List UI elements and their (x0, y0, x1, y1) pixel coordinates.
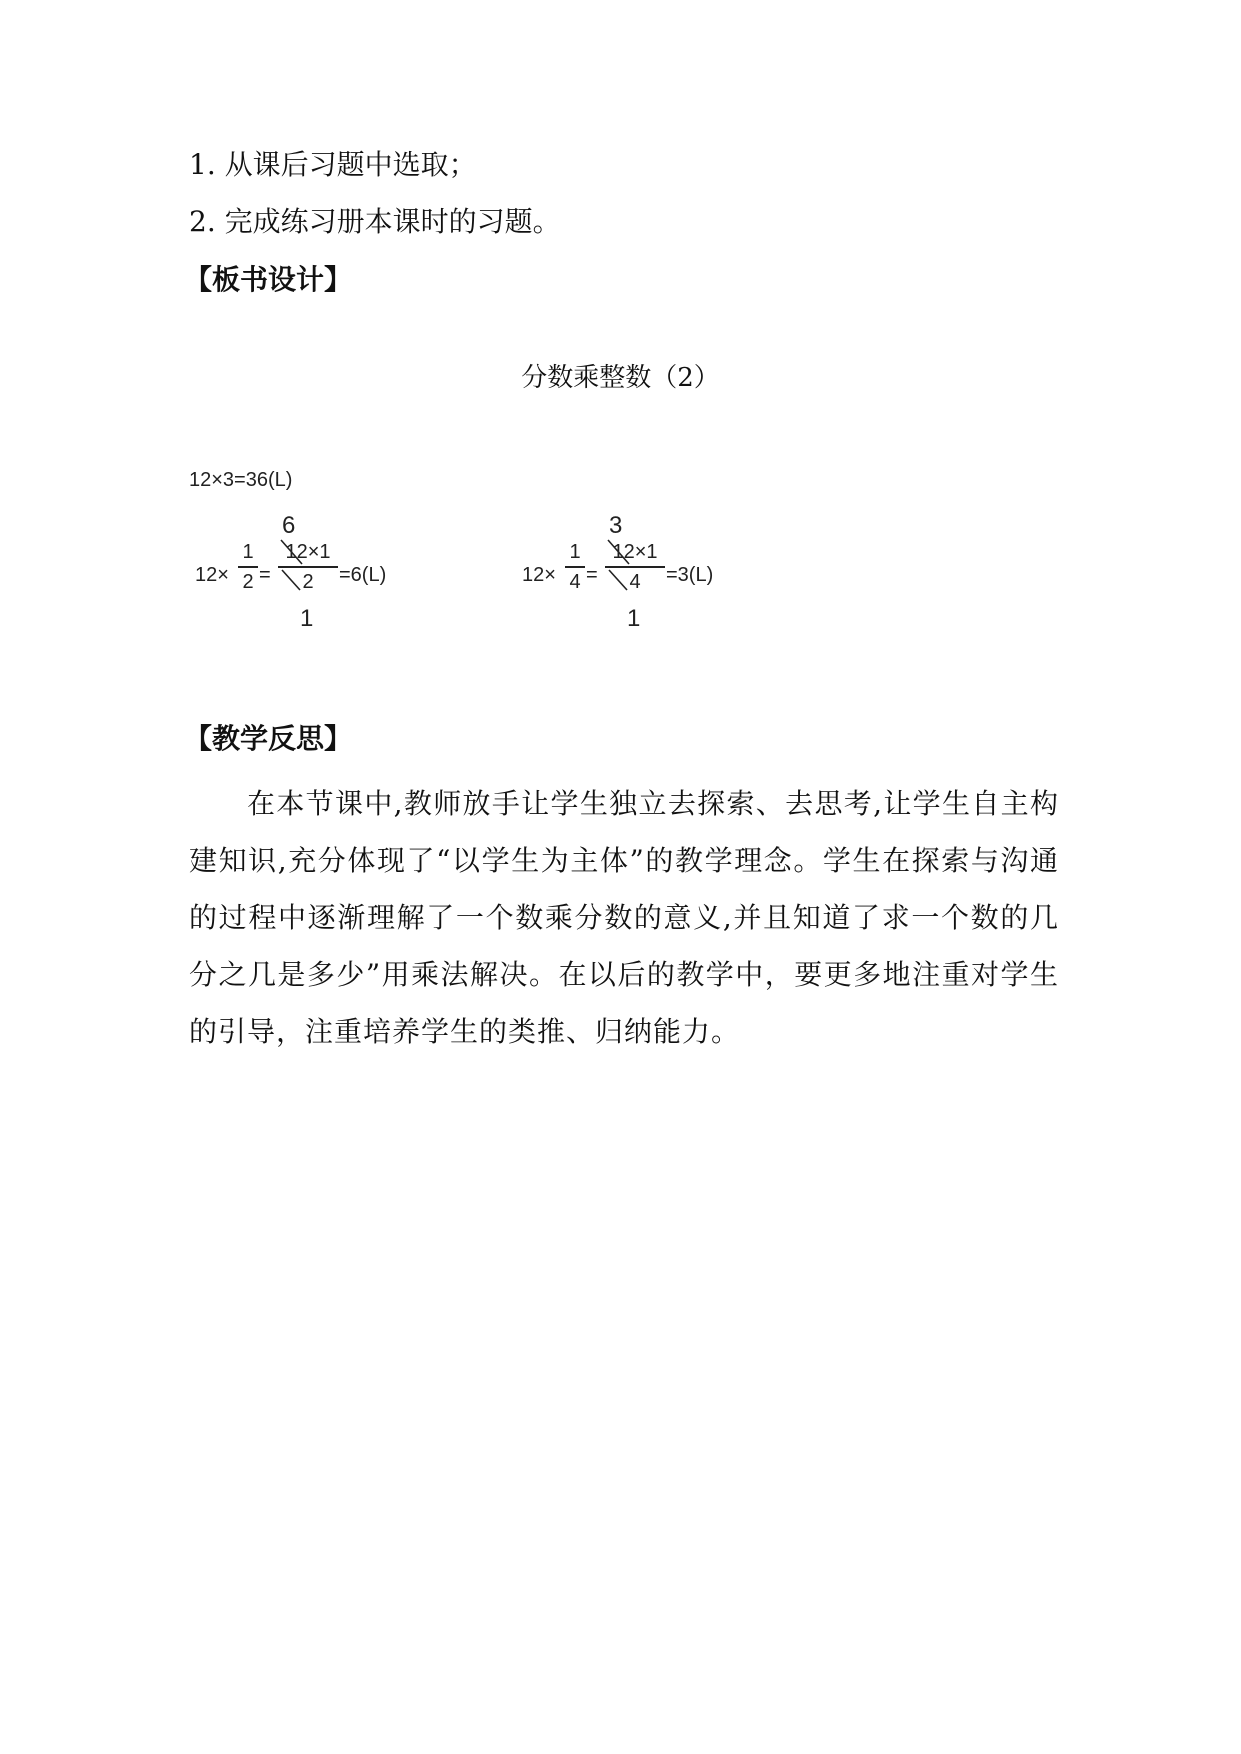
eq3-fraction (565, 540, 585, 594)
eq3-prefix: 12× (522, 564, 556, 586)
eq3-cancel-12 (608, 540, 629, 564)
eq3-equals: = (586, 564, 598, 586)
eq2-numerator-expr: 12×1 (285, 541, 331, 563)
eq3-cancel-4 (609, 570, 627, 590)
eq3-result: =3(L) (666, 564, 714, 586)
eq3-numerator-expr: 12×1 (612, 541, 658, 563)
reflection-heading: 【教学反思】 (184, 722, 353, 755)
eq2-equals: = (259, 564, 271, 586)
eq3-bottom-reduced: 1 (627, 605, 641, 632)
eq2-top-reduced: 6 (282, 512, 296, 539)
eq2-frac-bar (238, 566, 258, 568)
board-design-heading: 【板书设计】 (184, 263, 353, 296)
eq2-result: =6(L) (339, 564, 387, 586)
eq3-top-reduced: 3 (609, 512, 623, 539)
eq3-frac-denominator: 4 (569, 571, 581, 593)
homework-item-1: 1. 从课后习题中选取； (189, 148, 477, 181)
board-title: 分数乘整数（2） (521, 363, 720, 393)
eq2-frac-numerator: 1 (242, 541, 254, 563)
reflection-paragraph (189, 775, 1059, 1060)
eq2-cancel-12 (281, 540, 302, 564)
eq2-fraction (238, 540, 258, 594)
equation-1: 12×3=36(L) (189, 469, 293, 491)
eq3-frac-numerator: 1 (569, 541, 581, 563)
eq2-bottom-reduced: 1 (300, 605, 314, 632)
reflection-text: 在本节课中,教师放手让学生独立去探索、去思考,让学生自主构建知识,充分体现了“以学生为主体”的教学理念。学生在探索与沟通的过程中逐渐理解了一个数乘分数的意义,并且知道了求一个数的几分之几是多少”用乘法解决。在以后的教学中，要更多地注重对学生的引导，注重培养学生的类推、归纳能力。 (189, 787, 1059, 1048)
eq2-frac-denominator: 2 (242, 571, 254, 593)
eq2-denominator: 2 (302, 571, 314, 593)
homework-item-2: 2. 完成练习册本课时的习题。 (189, 205, 561, 238)
eq3-frac-bar (565, 566, 585, 568)
eq3-denominator: 4 (629, 571, 641, 593)
eq2-cancel-2 (282, 570, 300, 590)
eq2-prefix: 12× (195, 564, 229, 586)
